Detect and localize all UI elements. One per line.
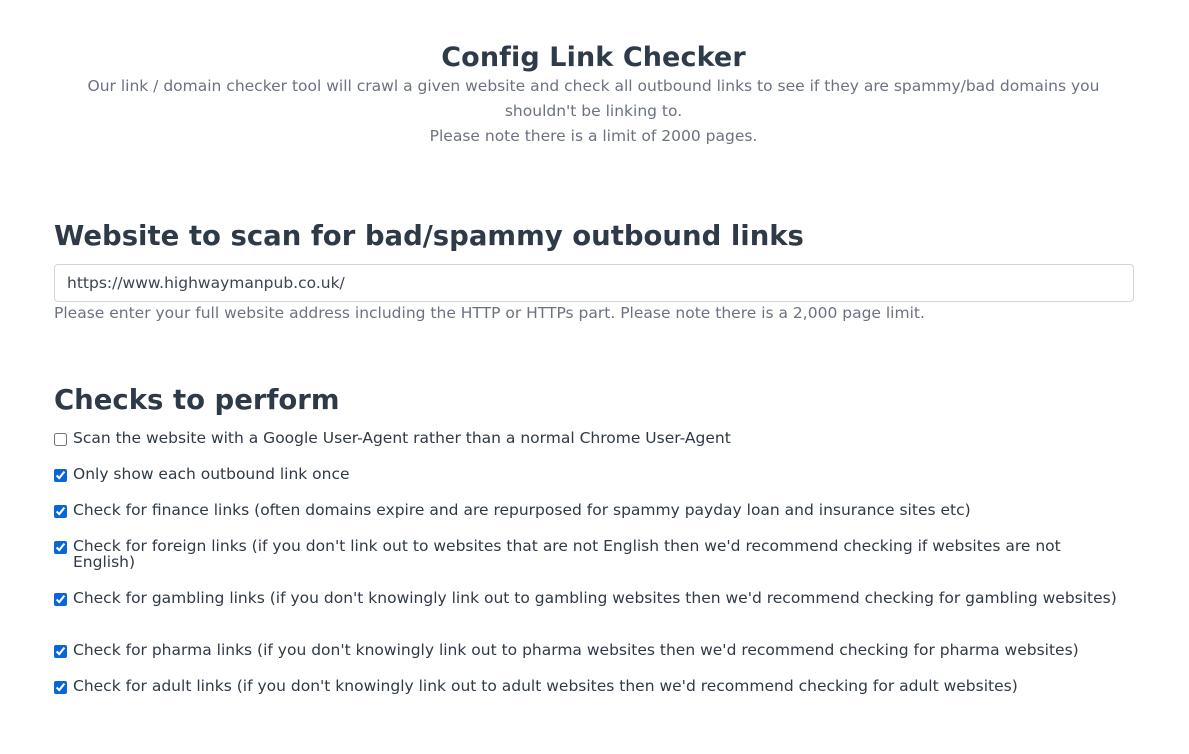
intro-description: Our link / domain checker tool will crawl a given website and check all outbound links to see if they are spammy/bad domains you shouldn't be linking to.: [87, 77, 1100, 120]
check-adult-links[interactable]: [54, 678, 1124, 694]
check-pharma-links-checkbox[interactable]: [54, 645, 67, 658]
intro-limit-note: Please note there is a limit of 2000 pages.: [429, 127, 758, 145]
website-help-text: Please enter your full website address including the HTTP or HTTPs part. Please note there is a 2,000 page limit.: [54, 304, 925, 322]
check-unique-outbound-links[interactable]: [54, 466, 1124, 482]
check-finance-links[interactable]: [54, 502, 1124, 518]
check-gambling-links-label: Check for gambling links (if you don't knowingly link out to gambling websites then we'd recommend checking for gambling websites): [73, 589, 1117, 607]
website-url-input[interactable]: [54, 264, 1134, 302]
check-finance-links-checkbox[interactable]: [54, 505, 67, 518]
check-pharma-links[interactable]: [54, 642, 1124, 658]
intro-text: [60, 74, 1127, 149]
check-google-user-agent[interactable]: [54, 430, 1124, 446]
check-pharma-links-label: Check for pharma links (if you don't knowingly link out to pharma websites then we'd recommend checking for pharma websites): [73, 641, 1079, 659]
check-finance-links-label: Check for finance links (often domains expire and are repurposed for spammy payday loan and insurance sites etc): [73, 501, 971, 519]
check-gambling-links[interactable]: [54, 590, 1124, 606]
check-gambling-links-checkbox[interactable]: [54, 593, 67, 606]
website-section-heading: Website to scan for bad/spammy outbound links: [54, 220, 804, 252]
check-unique-outbound-links-checkbox[interactable]: [54, 469, 67, 482]
check-foreign-links[interactable]: [54, 538, 1124, 570]
checks-section-heading: Checks to perform: [54, 384, 340, 416]
check-adult-links-label: Check for adult links (if you don't knowingly link out to adult websites then we'd recommend checking for adult websites): [73, 677, 1018, 695]
check-foreign-links-label: Check for foreign links (if you don't link out to websites that are not English then we'd recommend checking if websites are not English): [73, 537, 1061, 571]
check-foreign-links-checkbox[interactable]: [54, 541, 67, 554]
check-google-user-agent-checkbox[interactable]: [54, 433, 67, 446]
page-title: Config Link Checker: [441, 42, 746, 74]
check-adult-links-checkbox[interactable]: [54, 681, 67, 694]
check-google-user-agent-label: Scan the website with a Google User-Agent rather than a normal Chrome User-Agent: [73, 429, 731, 447]
check-unique-outbound-links-label: Only show each outbound link once: [73, 465, 350, 483]
